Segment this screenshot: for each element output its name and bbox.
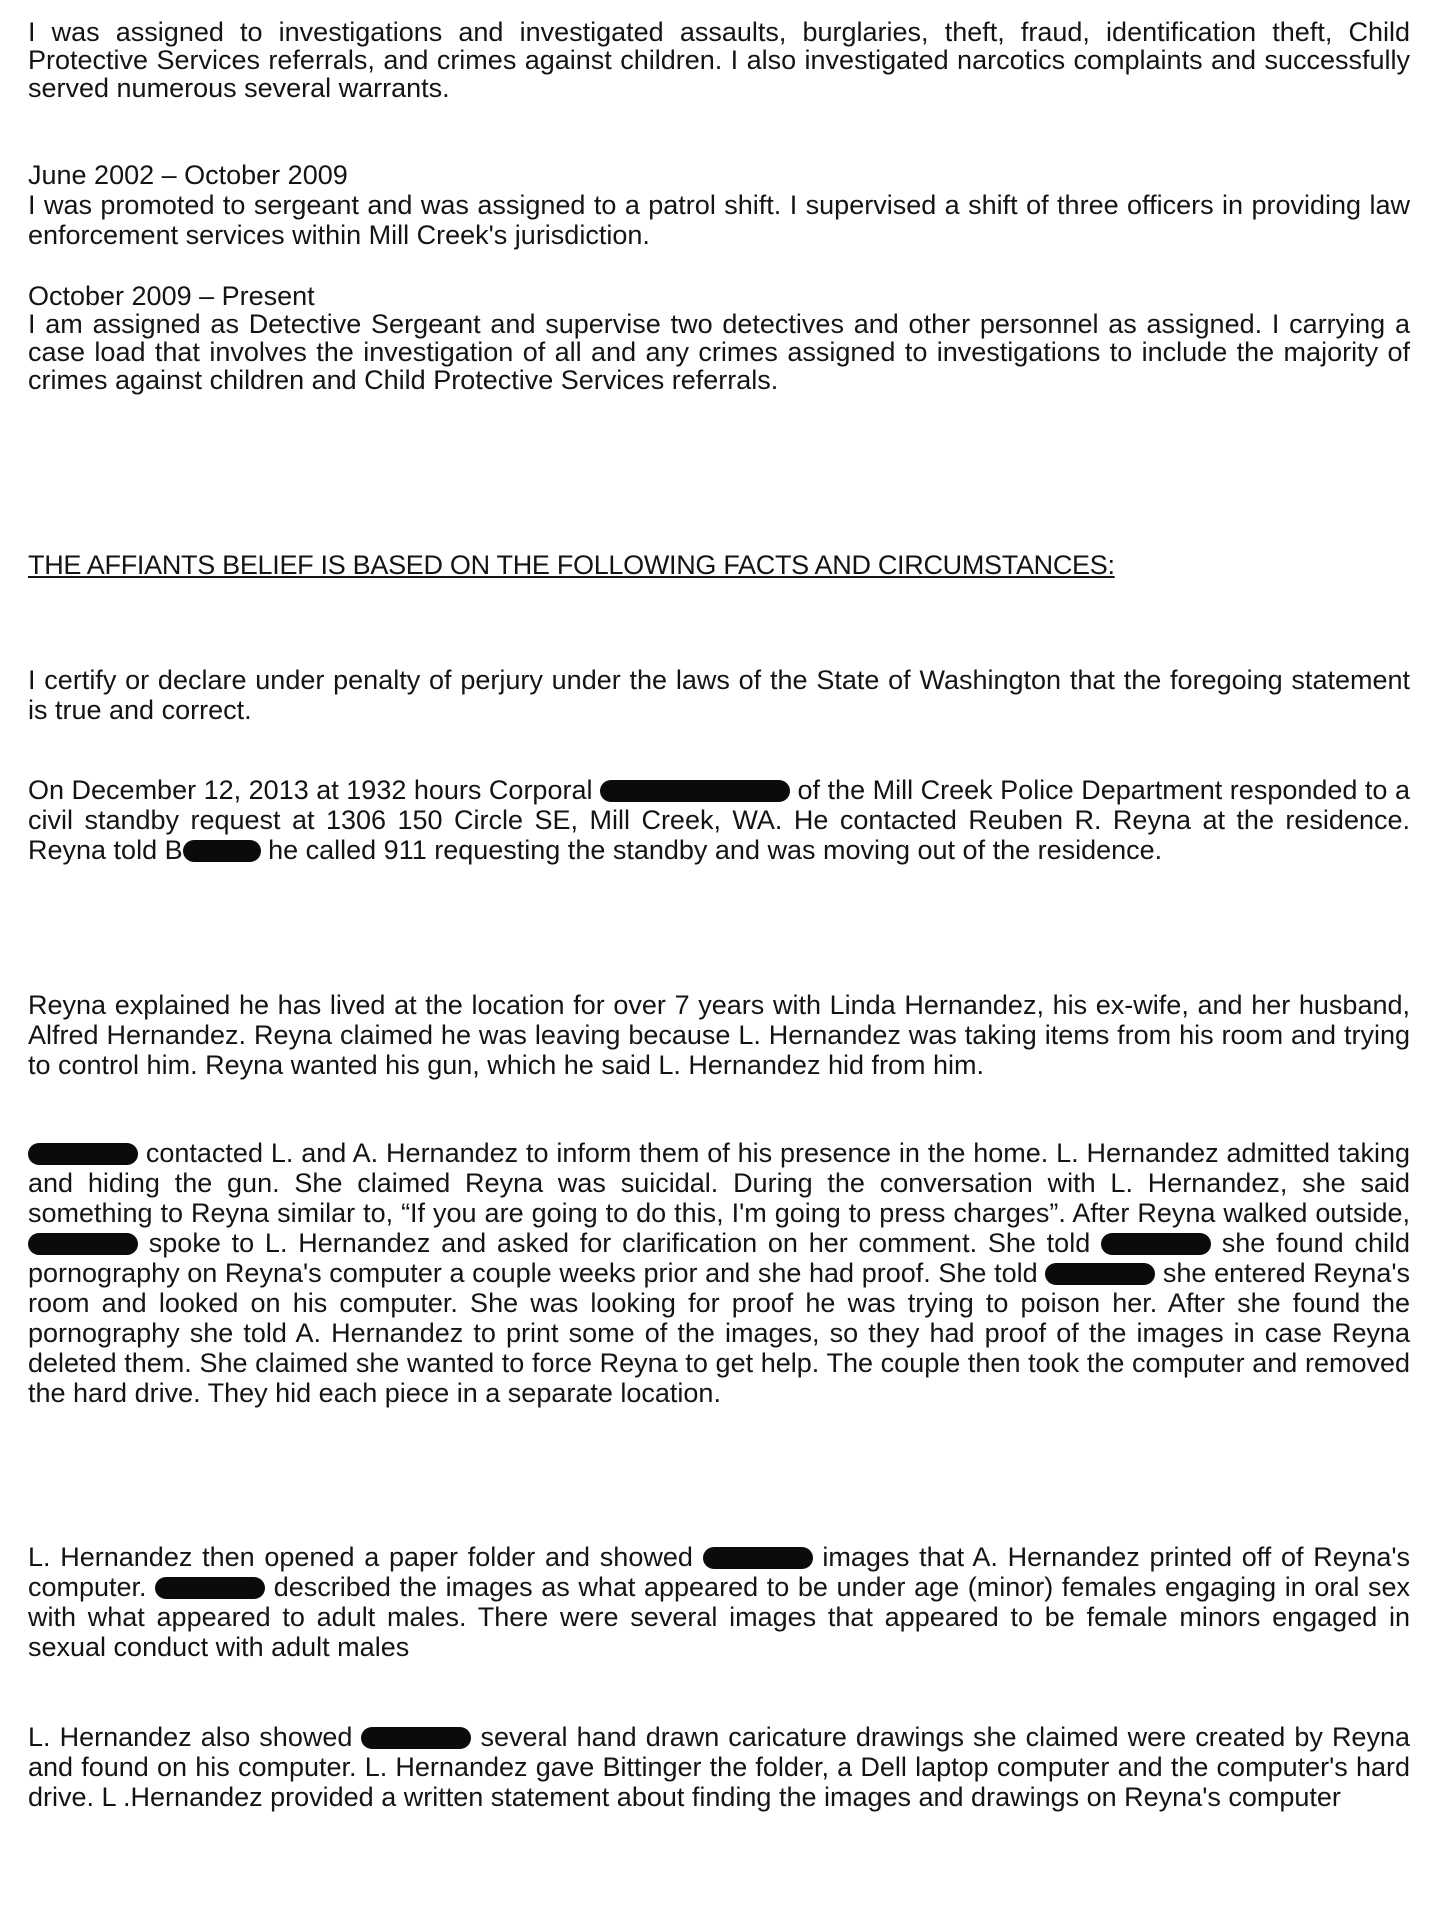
paragraph-text: L. Hernandez also showed several hand drawn caricature drawings she claimed were created by Reyna and found on his computer. L. Hernandez gave Bittinger the folder, a Dell laptop computer and the computer's hard drive. L .Hernandez provided a written statement about finding the images and drawings on Reyna's computer: [28, 1722, 1410, 1812]
redaction-mark: [155, 1577, 265, 1599]
paragraph-detective-sergeant: [28, 282, 1410, 394]
facts-heading: THE AFFIANTS BELIEF IS BASED ON THE FOLLOWING FACTS AND CIRCUMSTANCES:: [28, 550, 1115, 580]
paragraph-text: On December 12, 2013 at 1932 hours Corporal of the Mill Creek Police Department responded to a civil standby request at 1306 150 Circle SE, Mill Creek, WA. He contacted Reuben R. Reyna at the residence. Reyna told B he called 911 requesting the standby and was moving out of the residence.: [28, 775, 1410, 865]
redaction-mark: [1045, 1263, 1155, 1285]
redaction-mark: [28, 1233, 138, 1255]
paragraph-text: I was promoted to sergeant and was assigned to a patrol shift. I supervised a shift of three officers in providing law enforcement services within Mill Creek's jurisdiction.: [28, 190, 1410, 250]
redaction-mark: [600, 780, 790, 802]
section-heading: [28, 550, 1410, 580]
paragraph-drawings: [28, 1722, 1410, 1812]
redaction-mark: [1101, 1233, 1211, 1255]
paragraph-text: Reyna explained he has lived at the location for over 7 years with Linda Hernandez, his ex-wife, and her husband, Alfred Hernandez. Reyna claimed he was leaving because L. Hernandez was taking items from his room and trying to control him. Reyna wanted his gun, which he said L. Hernandez hid from him.: [28, 990, 1410, 1080]
redaction-mark: [28, 1143, 138, 1165]
paragraph-text: I certify or declare under penalty of perjury under the laws of the State of Washington that the foregoing statement is true and correct.: [28, 665, 1410, 725]
paragraph-investigations: [28, 18, 1410, 102]
paragraph-certification: [28, 665, 1410, 725]
date-range: October 2009 – Present: [28, 281, 315, 311]
paragraph-text: L. Hernandez then opened a paper folder and showed images that A. Hernandez printed off of Reyna's computer. described the images as what appeared to be under age (minor) females engaging in oral sex with what appeared to adult males. There were several images that appeared to be female minors engaged in sexual conduct with adult males: [28, 1542, 1411, 1662]
paragraph-text: I was assigned to investigations and investigated assaults, burglaries, theft, fraud, identification theft, Child Protective Services referrals, and crimes against children. I also investigated narcotics complaints and successfully served numerous several warrants.: [28, 17, 1410, 103]
paragraph-sergeant-patrol: [28, 160, 1410, 250]
paragraph-reyna-explained: [28, 990, 1410, 1080]
redaction-mark: [703, 1547, 813, 1569]
paragraph-paper-folder: [28, 1542, 1410, 1662]
paragraph-civil-standby: [28, 775, 1410, 865]
paragraph-text: I am assigned as Detective Sergeant and supervise two detectives and other personnel as assigned. I carrying a case load that involves the investigation of all and any crimes assigned to investigations to include the majority of crimes against children and Child Protective Services referrals.: [28, 309, 1410, 395]
paragraph-contacted-hernandez: [28, 1138, 1410, 1408]
date-range: June 2002 – October 2009: [28, 160, 348, 190]
redaction-mark: [183, 840, 261, 862]
paragraph-text: contacted L. and A. Hernandez to inform them of his presence in the home. L. Hernandez admitted taking and hiding the gun. She claimed Reyna was suicidal. During the conversation with L. Hernandez, she said something to Reyna similar to, “If you are going to do this, I'm going to press charges”. After Reyna walked outside, spoke to L. Hernandez and asked for clarification on her comment. She told she found child pornography on Reyna's computer a couple weeks prior and she had proof. She told she entered Reyna's room and looked on his computer. She was looking for proof he was trying to poison her. After she found the pornography she told A. Hernandez to print some of the images, so they had proof of the images in case Reyna deleted them. She claimed she wanted to force Reyna to get help. The couple then took the computer and removed the hard drive. They hid each piece in a separate location.: [28, 1138, 1410, 1408]
redaction-mark: [361, 1727, 471, 1749]
